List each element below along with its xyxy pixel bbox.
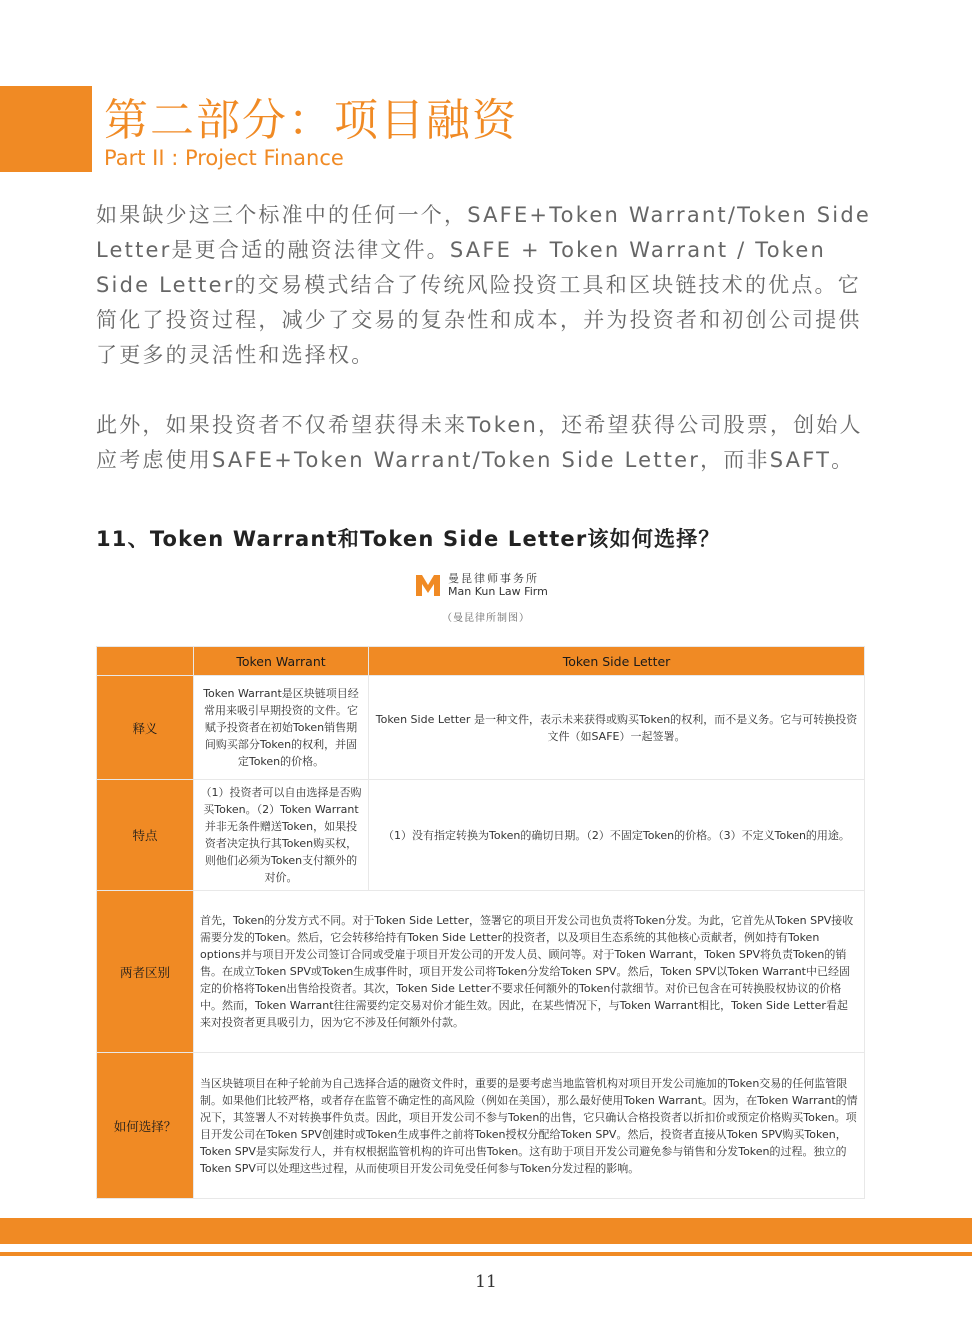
mankun-logo-icon — [414, 572, 442, 598]
row-label-definition: 释义 — [97, 676, 194, 780]
differences-text: 首先，Token的分发方式不同。对于Token Side Letter，签署它的项目开发公司也负责将Token分发。为此，它首先从Token SPV接收需要分发的Token。然后，它会转移给持有Token Side Letter的投资者，以及项目生态系统的其他核心贡献者，例如持有Token options并与项目开发公司签订合同或受雇于项目开发公司的开发人员、顾问等。对于Token Warrant，Token SPV将负责Token的销售。在成立Token SPV或Token生成事件时，项目开发公司将Token分发给Token SPV。然后，Token SPV以Token Warrant中已经固定的价格将Token出售给投资者。其次，Token Side Letter不要求任何额外的Token付款细节。对价已包含在可转换股权协议的价格中。然而，Token Warrant往往需要约定交易对价才能生效。因此，在某些情况下，与Token Warrant相比，Token Side Letter看起来对投资者更具吸引力，因为它不涉及任何额外付款。 — [200, 914, 854, 1029]
table-row-differences — [97, 891, 865, 1053]
footer-band-thick — [0, 1218, 972, 1244]
how-to-choose-cell — [194, 1053, 865, 1199]
differences-cell — [194, 891, 865, 1053]
features-warrant-text: （1）投资者可以自由选择是否购买Token。（2）Token Warrant并非无条件赠送Token，如果投资者决定执行其Token购买权，则他们必须为Token支付额外的对价。 — [200, 786, 362, 884]
page-title: 第二部分：项目融资 — [104, 95, 518, 146]
section-heading: 11、Token Warrant和Token Side Letter该如何选择？ — [96, 527, 721, 551]
table-row-features — [97, 780, 865, 891]
definition-side-letter-cell — [369, 676, 865, 780]
features-warrant-cell — [194, 780, 369, 891]
row-label-differences: 两者区别 — [97, 891, 194, 1053]
paragraph-2: 此外，如果投资者不仅希望获得未来Token，还希望获得公司股票，创始人应考虑使用SAFE+Token Warrant/Token Side Letter，而非SAFT。 — [96, 413, 863, 472]
header-token-warrant: Token Warrant — [194, 647, 369, 676]
comparison-table — [96, 646, 865, 1199]
footer-band-thin — [0, 1252, 972, 1256]
table-row-how-to-choose — [97, 1053, 865, 1199]
header-empty-cell — [97, 647, 194, 676]
row-label-features: 特点 — [97, 780, 194, 891]
row-label-how-to-choose: 如何选择？ — [97, 1053, 194, 1199]
definition-warrant-text: Token Warrant是区块链项目经常用来吸引早期投资的文件。它赋予投资者在初始Token销售期间购买部分Token的权利，并固定Token的价格。 — [203, 687, 359, 768]
firm-logo — [414, 572, 548, 598]
table-row-definition — [97, 676, 865, 780]
features-side-letter-cell — [369, 780, 865, 891]
features-side-letter-text: （1）没有指定转换为Token的确切日期。（2）不固定Token的价格。（3）不定义Token的用途。 — [383, 828, 850, 842]
definition-warrant-cell — [194, 676, 369, 780]
logo-name-cn: 曼昆律师事务所 — [448, 572, 539, 585]
table-header-row — [97, 647, 865, 676]
definition-side-letter-text: Token Side Letter 是一种文件，表示未来获得或购买Token的权利，而不是义务。它与可转换投资文件（如SAFE）一起签署。 — [375, 712, 858, 743]
figure-caption: （曼昆律所制图） — [442, 613, 530, 624]
paragraph-1: 如果缺少这三个标准中的任何一个，SAFE+Token Warrant/Token Side Letter是更合适的融资法律文件。SAFE + Token Warrant / Token Side Letter的交易模式结合了传统风险投资工具和区块链技术的优点。它简化了投资过程，减少了交易的复杂性和成本，并为投资者和初创公司提供了更多的灵活性和选择权。 — [96, 203, 871, 367]
how-to-choose-text: 当区块链项目在种子轮前为自己选择合适的融资文件时，重要的是要考虑当地监管机构对项目开发公司施加的Token交易的任何监管限制。如果他们比较严格，或者存在监管不确定性的高风险（例如在美国），那么最好使用Token Warrant。因为，在Token Warrant的情况下，其签署人不对转换事件负责。因此，项目开发公司不参与Token的出售，它只确认合格投资者以折扣价或预定价格购买Token。项目开发公司在Token SPV创建时或Token生成事件之前将Token授权分配给Token SPV。然后，投资者直接从Token SPV购买Token，Token SPV是实际发行人，并有权根据监管机构的许可出售Token。这有助于项目开发公司避免参与销售和分发Token的过程。独立的Token SPV可以处理这些过程，从而使项目开发公司免受任何参与Token分发过程的影响。 — [200, 1076, 858, 1175]
header-token-side-letter: Token Side Letter — [369, 647, 865, 676]
page-subtitle: Part II : Project Finance — [104, 146, 344, 170]
logo-name-en: Man Kun Law Firm — [448, 585, 548, 598]
page-number: 11 — [475, 1272, 497, 1292]
header-accent-block — [0, 86, 92, 172]
